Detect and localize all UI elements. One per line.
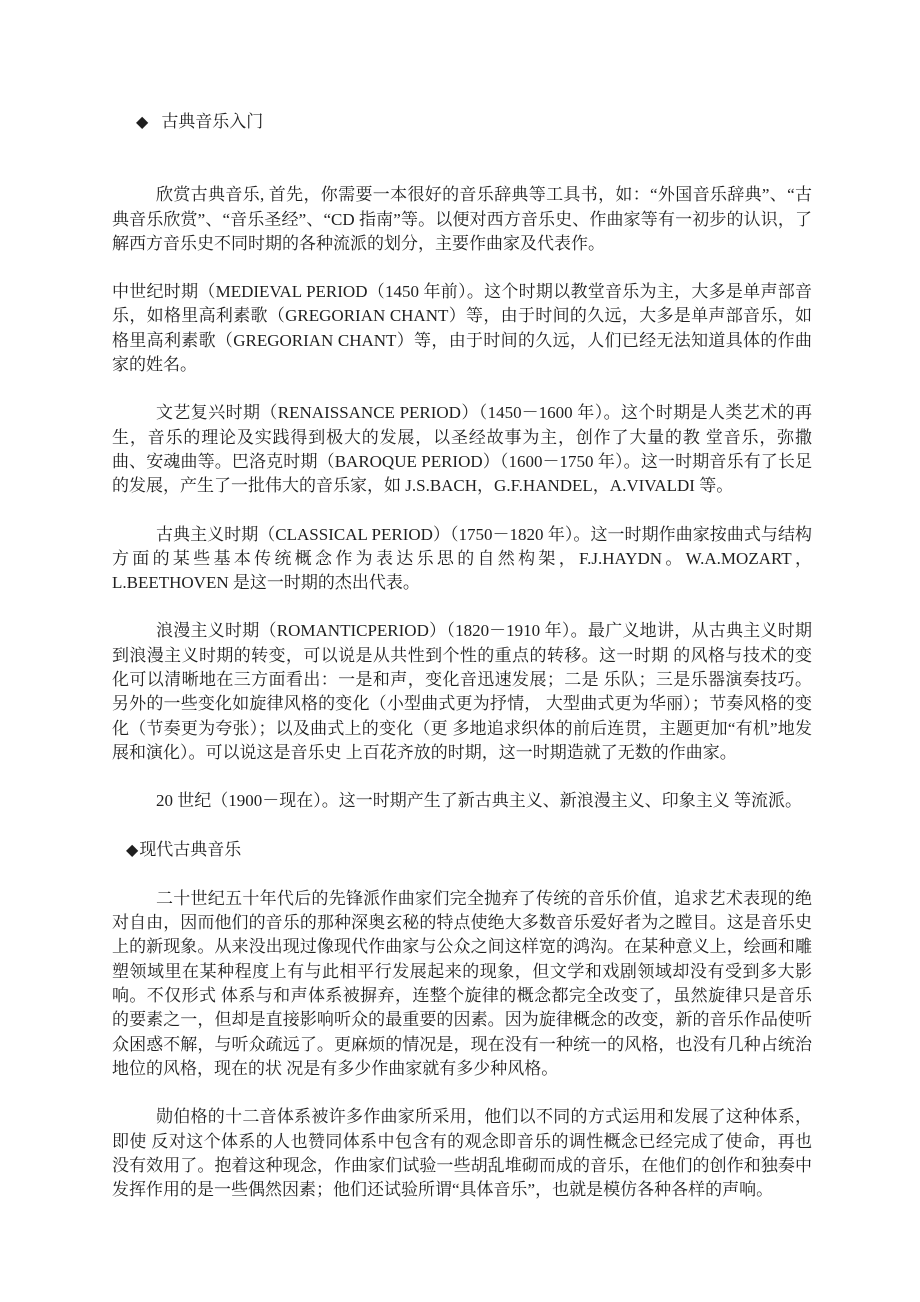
diamond-bullet-icon: ◆	[126, 841, 139, 859]
diamond-bullet-icon: ◆	[136, 114, 149, 131]
paragraph-twelve-tone-system: 勋伯格的十二音体系被许多作曲家所采用，他们以不同的方式运用和发展了这种体系，即使 反对这个体系的人也赞同体系中包含有的观念即音乐的调性概念已经完成了使命，再也没有效用了。抱着这种现念，作曲家们试验一些胡乱堆砌而成的音乐，在他们的创作和独奏中发挥作用的是一些偶然因素；他们还试验所谓“具体音乐”，也就是模仿各种各样的声响。	[112, 1107, 812, 1200]
paragraph-20th-century: 20 世纪（1900－现在）。这一时期产生了新古典主义、新浪漫主义、印象主义 等流派。	[156, 791, 802, 811]
section-heading-modern-classical	[112, 838, 812, 863]
paragraph-medieval-period: 中世纪时期（MEDIEVAL PERIOD（1450 年前）。这个时期以教堂音乐为主，大多是单声部音乐，如格里高利素歌（GREGORIAN CHANT）等，由于时间的久远，大多是单声部音乐，如格里高利素歌（GREGORIAN CHANT）等，由于时间的久远，人们已经无法知道具体的作曲家的姓名。	[112, 282, 812, 375]
paragraph-intro-tools: 欣赏古典音乐, 首先，你需要一本很好的音乐辞典等工具书，如：“外国音乐辞典”、“古典音乐欣赏”、“音乐圣经”、“CD 指南”等。以便对西方音乐史、作曲家等有一初步的认识，了解西方音乐史不同时期的各种流派的划分，主要作曲家及代表作。	[112, 185, 812, 253]
paragraph-classical-period: 古典主义时期（CLASSICAL PERIOD）（1750－1820 年）。这一时期作曲家按曲式与结构方面的某些基本传统概念作为表达乐思的自然构架，F.J.HAYDN。W.A.MOZART，L.BEETHOVEN 是这一时期的杰出代表。	[112, 524, 812, 593]
section-heading-text: 现代古典音乐	[139, 839, 242, 859]
document-title	[112, 110, 812, 135]
document-title-text: 古典音乐入门	[161, 112, 264, 131]
paragraph-renaissance-baroque-period: 文艺复兴时期（RENAISSANCE PERIOD）（1450－1600 年）。这个时期是人类艺术的再生，音乐的理论及实践得到极大的发展，以圣经故事为主，创作了大量的教 堂音乐，弥撒曲、安魂曲等。巴洛克时期（BAROQUE PERIOD）（1600－1750 年）。这一时期音乐有了长足的发展，产生了一批伟大的音乐家，如 J.S.BACH，G.F.HANDEL，A.VIVALDI 等。	[112, 403, 812, 496]
paragraph-avant-garde: 二十世纪五十年代后的先锋派作曲家们完全抛弃了传统的音乐价值，追求艺术表现的绝对自由，因而他们的音乐的那种深奥玄秘的特点使绝大多数音乐爱好者为之瞠目。这是音乐史上的新现象。从来没出现过像现代作曲家与公众之间这样宽的鸿沟。在某种意义上，绘画和雕塑领域里在某种程度上有与此相平行发展起来的现象，但文学和戏剧领域却没有受到多大影响。不仅形式 体系与和声体系被摒弃，连整个旋律的概念都完全改变了，虽然旋律只是音乐的要素之一，但却是直接影响听众的最重要的因素。因为旋律概念的改变，新的音乐作品使听众困惑不解，与听众疏远了。更麻烦的情况是，现在没有一种统一的风格，也没有几种占统治地位的风格，现在的状 况是有多少作曲家就有多少种风格。	[112, 888, 812, 1078]
paragraph-romantic-period: 浪漫主义时期（ROMANTICPERIOD）（1820－1910 年）。最广义地讲，从古典主义时期到浪漫主义时期的转变，可以说是从共性到个性的重点的转移。这一时期 的风格与技术的变化可以清晰地在三方面看出：一是和声，变化音迅速发展；二是 乐队；三是乐器演奏技巧。另外的一些变化如旋律风格的变化（小型曲式更为抒情， 大型曲式更为华丽）；节奏风格的变化（节奏更为夸张）；以及曲式上的变化（更 多地追求织体的前后连贯，主题更加“有机”地发展和演化）。可以说这是音乐史 上百花齐放的时期，这一时期造就了无数的作曲家。	[112, 621, 812, 762]
